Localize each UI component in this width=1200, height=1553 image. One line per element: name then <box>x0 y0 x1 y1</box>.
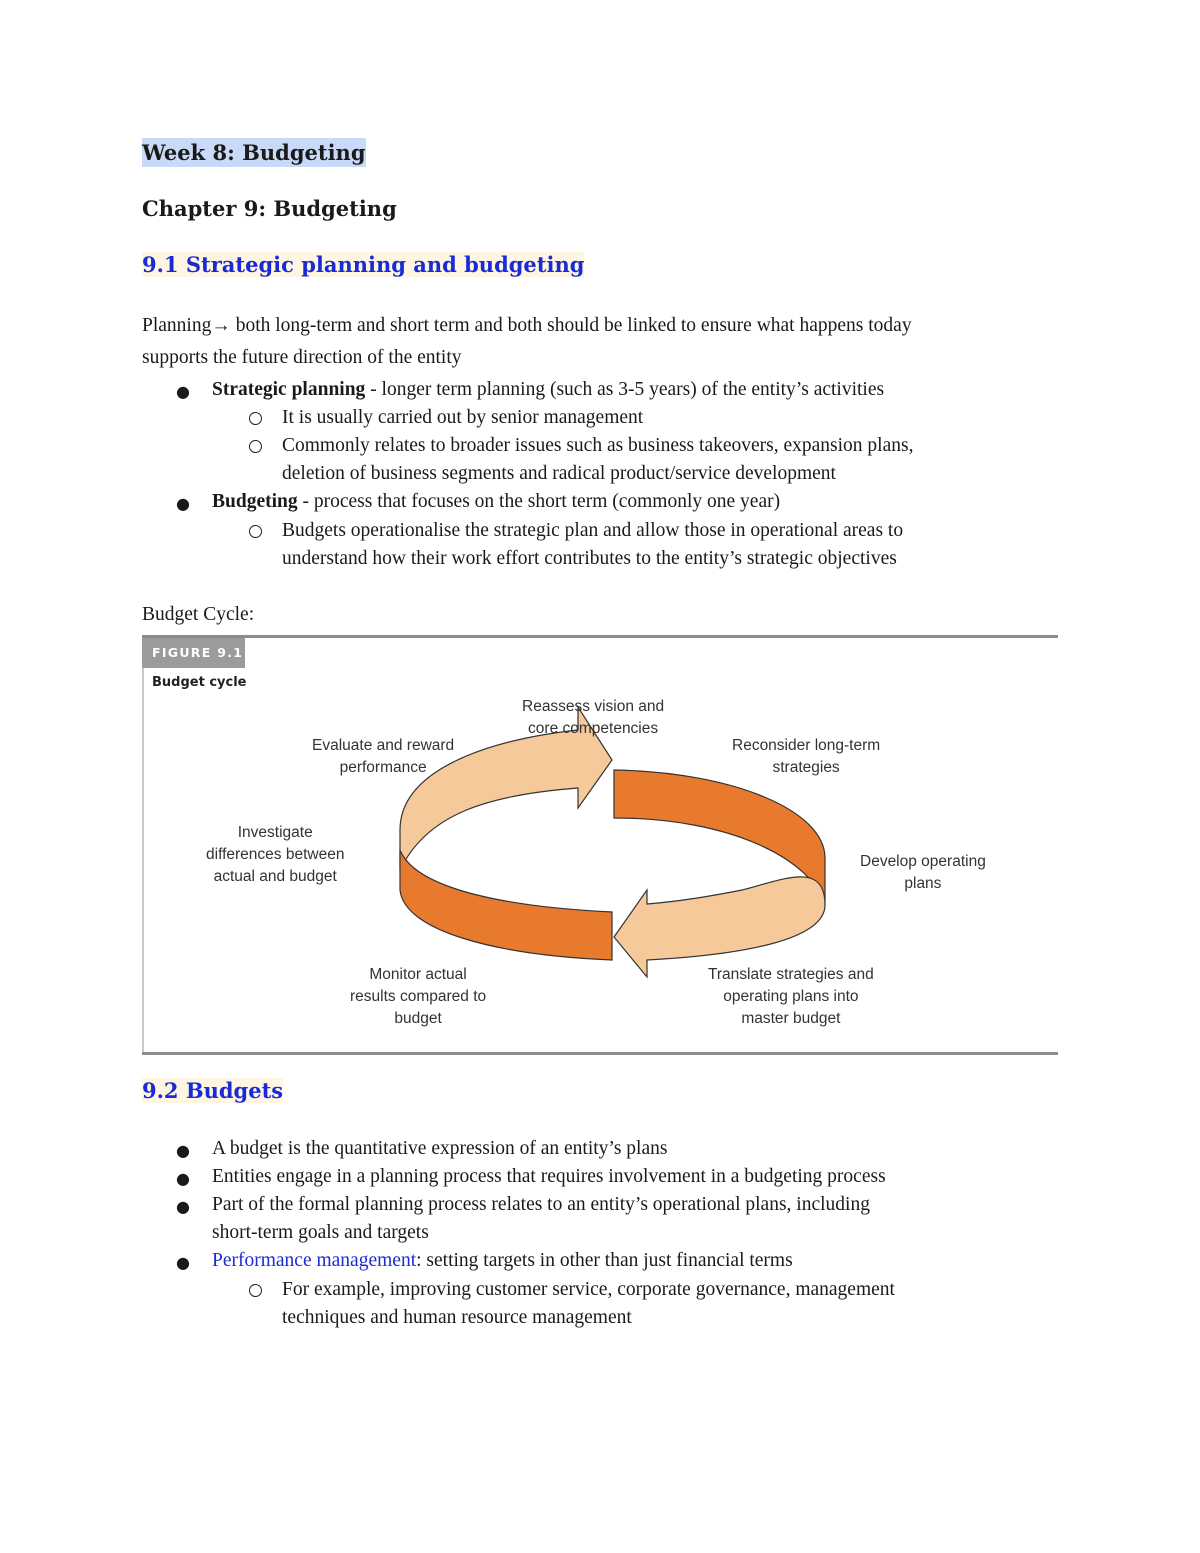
cycle-band-lower-light <box>614 877 825 977</box>
label-line: Monitor actual <box>369 966 467 983</box>
sub-bullet-text: Budgets operationalise the strategic plan and allow those in operational areas to <box>282 520 904 541</box>
sub-bullet-circle <box>249 412 262 425</box>
sub-bullet-circle <box>249 440 262 453</box>
label-line: Investigate <box>237 824 313 841</box>
label-line: master budget <box>741 1010 841 1027</box>
performance-management-link[interactable]: Performance management <box>212 1250 417 1271</box>
stage-label-investigate <box>206 822 344 888</box>
budget-bullet-cont: short-term goals and targets <box>212 1222 429 1243</box>
label-line: results compared to <box>350 988 487 1005</box>
sub-bullet-text: deletion of business segments and radical product/service development <box>282 463 836 484</box>
bullet-dot: ● <box>176 382 190 401</box>
budget-bullet: A budget is the quantitative expression of an entity’s plans <box>212 1138 668 1159</box>
label-line: actual and budget <box>213 868 337 885</box>
stage-label-reconsider <box>732 735 880 779</box>
label-line: plans <box>904 875 942 892</box>
label-line: Evaluate and reward <box>312 737 455 754</box>
budget-cycle-label: Budget Cycle: <box>142 604 255 625</box>
bullet-dot: ● <box>176 494 190 513</box>
bullet-text: - process that focuses on the short term (commonly one year) <box>297 491 781 512</box>
stage-label-monitor <box>350 964 486 1030</box>
stage-label-reassess <box>522 696 664 740</box>
cycle-band-lower-dark <box>400 850 612 960</box>
label-line: Develop operating <box>860 853 986 870</box>
label-line: performance <box>339 759 427 776</box>
bullet-term: Strategic planning <box>212 379 366 400</box>
bullet-term: Budgeting <box>212 491 298 512</box>
section-heading-9-2: 9.2 Budgets <box>142 1078 284 1103</box>
budget-bullet: Part of the formal planning process relates to an entity’s operational plans, including <box>212 1194 870 1215</box>
intro-line-1: Planning→ both long-term and short term and both should be linked to ensure what happens today <box>142 315 912 336</box>
bullet-strategic-planning <box>212 376 884 404</box>
figure-caption: Budget cycle <box>152 675 247 690</box>
sub-bullet-text: understand how their work effort contributes to the entity’s strategic objectives <box>282 548 897 569</box>
label-line: operating plans into <box>723 988 859 1005</box>
section-heading-9-1: 9.1 Strategic planning and budgeting <box>142 252 585 277</box>
label-line: budget <box>394 1010 442 1027</box>
stage-label-translate <box>708 964 874 1030</box>
sub-bullet-text: It is usually carried out by senior management <box>282 407 644 428</box>
label-line: Reconsider long-term <box>732 737 881 754</box>
label-line: Reassess vision and <box>522 698 665 715</box>
budget-bullet: Entities engage in a planning process that requires involvement in a budgeting process <box>212 1166 886 1187</box>
sub-bullet-circle <box>249 525 262 538</box>
bullet-budgeting <box>212 488 780 516</box>
bullet-dot: ● <box>176 1141 190 1160</box>
stage-label-evaluate <box>312 735 454 779</box>
label-line: Translate strategies and <box>708 966 874 983</box>
sub-bullet-text: techniques and human resource management <box>282 1307 632 1328</box>
performance-text: : setting targets in other than just financial terms <box>416 1250 793 1271</box>
intro-line-2: supports the future direction of the entity <box>142 347 462 368</box>
bullet-dot: ● <box>176 1253 190 1272</box>
bullet-dot: ● <box>176 1169 190 1188</box>
sub-bullet-circle <box>249 1284 262 1297</box>
budget-cycle-figure <box>142 635 1058 1055</box>
sub-bullet-text: For example, improving customer service, corporate governance, management <box>282 1279 895 1300</box>
performance-bullet <box>212 1247 793 1275</box>
label-line: differences between <box>206 846 345 863</box>
bullet-dot: ● <box>176 1197 190 1216</box>
sub-bullet-text: Commonly relates to broader issues such as business takeovers, expansion plans, <box>282 435 914 456</box>
label-line: core competencies <box>528 720 659 737</box>
label-line: strategies <box>772 759 840 776</box>
chapter-heading: Chapter 9: Budgeting <box>142 196 397 221</box>
bullet-text: - longer term planning (such as 3-5 years) of the entity’s activities <box>365 379 885 400</box>
figure-tag: FIGURE 9.1 <box>142 638 245 668</box>
stage-label-develop <box>860 851 986 895</box>
week-heading: Week 8: Budgeting <box>142 140 366 165</box>
